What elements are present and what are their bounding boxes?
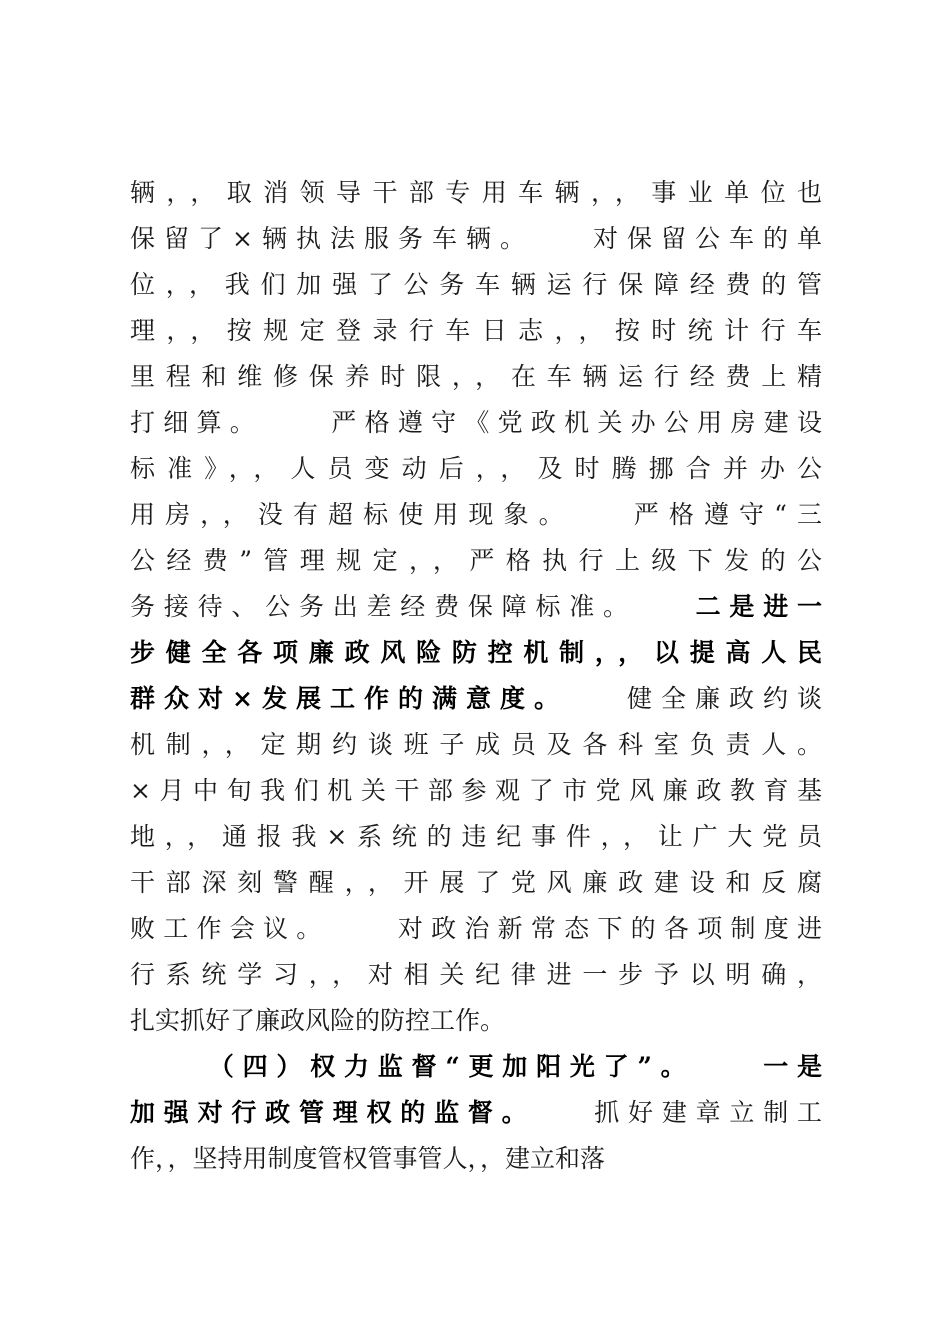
text-line [130, 446, 822, 492]
body-text-segment: 对政治新常态下的各项制度进 [389, 914, 822, 943]
text-line [130, 768, 822, 814]
text-line [130, 538, 822, 584]
body-text-segment: 作，，坚持用制度管权管事管人，，建立和落 [130, 1144, 606, 1173]
body-text-segment: 败工作会议。 [130, 914, 330, 943]
text-line [130, 400, 822, 446]
body-text-segment: 抓好建章立制工 [585, 1098, 822, 1127]
text-line [130, 860, 822, 906]
text-line [130, 1136, 822, 1182]
body-text-segment: 位，，我们加强了公务车辆运行保障经费的管 [130, 270, 822, 299]
text-line [130, 814, 822, 860]
text-line [130, 676, 822, 722]
body-text-segment: 打细算。 [130, 408, 264, 437]
body-text-segment: 严格遵守《党政机关办公用房建设 [323, 408, 822, 437]
text-line [130, 630, 822, 676]
bold-heading-text: 群众对×发展工作的满意度。 [130, 684, 568, 713]
body-text-segment: 辆，，取消领导干部专用车辆，，事业单位也 [130, 178, 822, 207]
body-text-segment: 保留了×辆执法服务车辆。 [130, 224, 534, 253]
body-text [130, 170, 822, 1182]
body-text-segment: 地，，通报我×系统的违纪事件，，让广大党员 [130, 822, 822, 851]
body-text-segment: 理，，按规定登录行车日志，，按时统计行车 [130, 316, 822, 345]
body-text-segment: 健全廉政约谈 [617, 684, 822, 713]
text-line [130, 170, 822, 216]
text-line [130, 354, 822, 400]
body-text-segment: 对保留公车的单 [583, 224, 822, 253]
text-line [130, 216, 822, 262]
bold-heading-text: 步健全各项廉政风险防控机制，，以提高人民 [130, 638, 822, 667]
bold-heading-text: （四）权力监督“更加阳光了”。 [200, 1052, 695, 1081]
body-text-segment: 扎实抓好了廉政风险的防控工作。 [130, 1006, 506, 1035]
text-line [130, 584, 822, 630]
text-line [130, 722, 822, 768]
text-line [130, 1044, 822, 1090]
body-text-segment: 用房，，没有超标使用现象。 [130, 500, 574, 529]
bold-heading-text: 一是 [754, 1052, 822, 1081]
body-text-segment: ×月中旬我们机关干部参观了市党风廉政教育基 [130, 776, 822, 805]
text-line [130, 1090, 822, 1136]
text-line [130, 906, 822, 952]
text-line [130, 952, 822, 998]
body-text-segment: 里程和维修保养时限，，在车辆运行经费上精 [130, 362, 822, 391]
body-text-segment: 行系统学习，，对相关纪律进一步予以明确， [130, 960, 822, 989]
body-text-segment: 标准》，，人员变动后，，及时腾挪合并办公 [130, 454, 822, 483]
text-line [130, 308, 822, 354]
body-text-segment: 机制，，定期约谈班子成员及各科室负责人。 [130, 730, 822, 759]
text-line [130, 998, 822, 1044]
bold-heading-text: 二是进一 [686, 592, 822, 621]
body-text-segment: 务接待、公务出差经费保障标准。 [130, 592, 637, 621]
text-line [130, 262, 822, 308]
body-text-segment: 干部深刻警醒，，开展了党风廉政建设和反腐 [130, 868, 822, 897]
body-text-segment: 严格遵守“三 [623, 500, 822, 529]
text-line [130, 492, 822, 538]
bold-heading-text: 加强对行政管理权的监督。 [130, 1098, 536, 1127]
body-text-segment: 公经费”管理规定，，严格执行上级下发的公 [130, 546, 822, 575]
